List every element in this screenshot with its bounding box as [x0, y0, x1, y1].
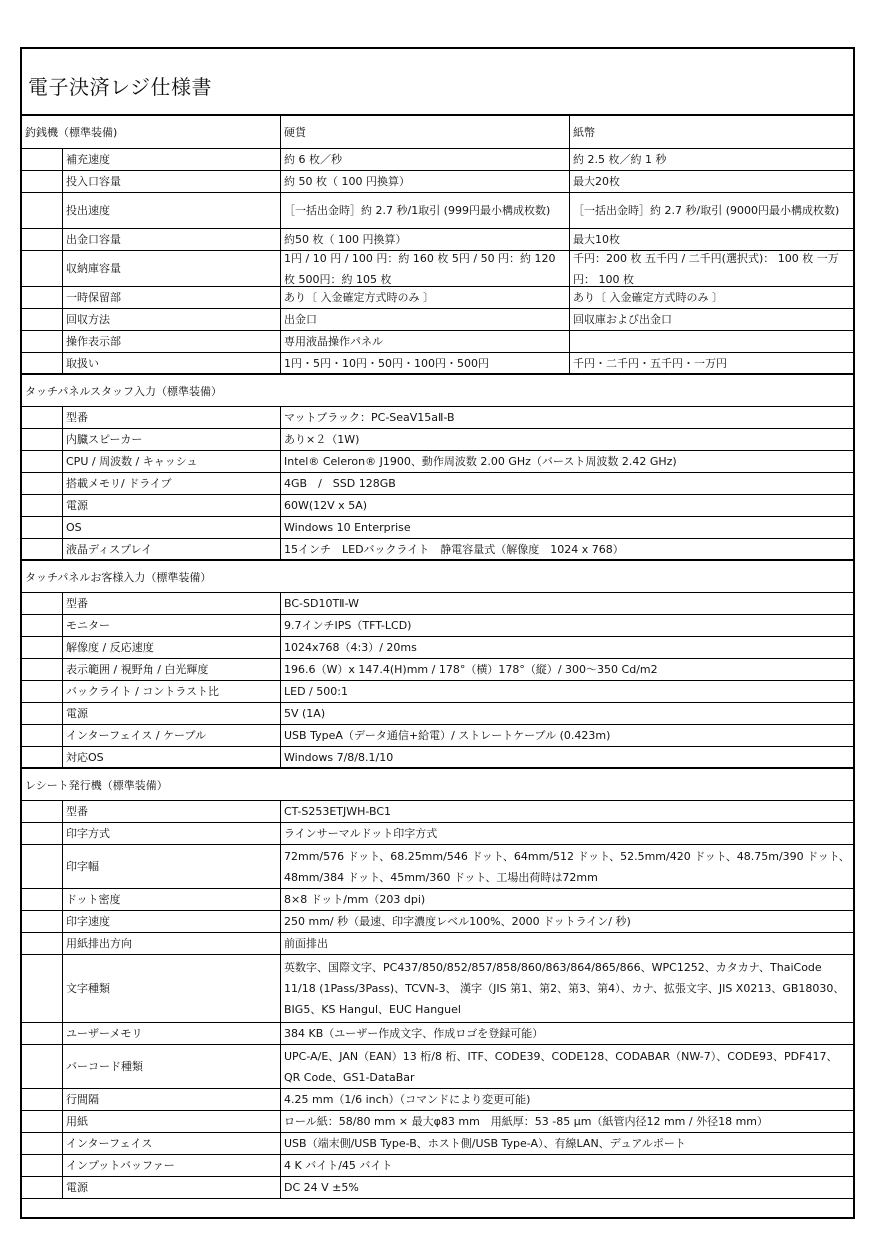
table-row — [22, 251, 853, 287]
row-label: 表示範囲 / 視野角 / 白光輝度 — [62, 659, 280, 680]
row-label: インプットバッファー — [62, 1155, 280, 1176]
table-row — [22, 823, 853, 845]
coin-value: 約50 枚（ 100 円換算） — [280, 229, 569, 250]
table-row — [22, 407, 853, 429]
coin-value: 1円・5円・10円・50円・100円・500円 — [280, 353, 569, 373]
coin-value: 専用液晶操作パネル — [280, 331, 569, 352]
section-label: タッチパネルスタッフ入力（標準装備） — [25, 384, 223, 398]
coin-value: 約 50 枚（ 100 円換算） — [280, 171, 569, 192]
row-label: 液晶ディスプレイ — [62, 539, 280, 559]
table-row — [22, 517, 853, 539]
spec-sheet — [20, 47, 855, 1219]
table-row — [22, 149, 853, 171]
coin-value: 1円 / 10 円 / 100 円：約 160 枚 5円 / 50 円：約 120 枚 500円：約 105 枚 — [280, 251, 569, 286]
row-label: OS — [62, 517, 280, 538]
bill-value — [569, 331, 853, 352]
table-row — [22, 309, 853, 331]
row-label: 電源 — [62, 703, 280, 724]
table-row — [22, 171, 853, 193]
spec-value: 前面排出 — [280, 933, 853, 954]
spec-value: 9.7インチIPS（TFT-LCD) — [280, 615, 853, 636]
row-label: バーコード種類 — [62, 1045, 280, 1088]
row-label: 出金口容量 — [62, 229, 280, 250]
row-label: 文字種類 — [62, 955, 280, 1022]
spec-value: USB TypeA（データ通信+給電）/ ストレートケーブル (0.423m) — [280, 725, 853, 746]
table-row — [22, 287, 853, 309]
row-label: 補充速度 — [62, 149, 280, 170]
spec-value: Windows 7/8/8.1/10 — [280, 747, 853, 767]
spec-value: 1024x768（4:3）/ 20ms — [280, 637, 853, 658]
table-row — [22, 725, 853, 747]
table-row — [22, 1133, 853, 1155]
row-label: 取扱い — [62, 353, 280, 373]
coin-value: 約 6 枚／秒 — [280, 149, 569, 170]
spec-value: マットブラック：PC-SeaV15aⅡ-B — [280, 407, 853, 428]
spec-value: DC 24 V ±5% — [280, 1177, 853, 1198]
table-row — [22, 1089, 853, 1111]
row-label: モニター — [62, 615, 280, 636]
row-label: ドット密度 — [62, 889, 280, 910]
spec-value: USB（端末側/USB Type-B、ホスト側/USB Type-A）、有線LAN、デュアルポート — [280, 1133, 853, 1154]
spec-value: 384 KB（ユーザー作成文字、作成ロゴを登録可能） — [280, 1023, 853, 1044]
title-bar — [22, 49, 853, 116]
spec-value: あり×２（1W) — [280, 429, 853, 450]
spec-value: UPC-A/E、JAN（EAN）13 桁/8 桁、ITF、CODE39、CODE128、CODABAR（NW-7）、CODE93、PDF417、QR Code、GS1-DataBar — [280, 1045, 853, 1088]
row-label: ユーザーメモリ — [62, 1023, 280, 1044]
table-row — [22, 429, 853, 451]
spec-value: 250 mm/ 秒（最速、印字濃度レベル100%、2000 ドットライン/ 秒) — [280, 911, 853, 932]
spec-value: LED / 500:1 — [280, 681, 853, 702]
row-label: 電源 — [62, 1177, 280, 1198]
bill-value: 約 2.5 枚／約 1 秒 — [569, 149, 853, 170]
table-row — [22, 615, 853, 637]
row-label: 用紙排出方向 — [62, 933, 280, 954]
table-row — [22, 1045, 853, 1089]
document-title: 電子決済レジ仕様書 — [28, 75, 212, 99]
table-row — [22, 451, 853, 473]
section-label: タッチパネルお客様入力（標準装備） — [25, 570, 212, 584]
row-label: 印字方式 — [62, 823, 280, 844]
table-row — [22, 495, 853, 517]
row-label: 内臓スピーカー — [62, 429, 280, 450]
bill-value: ［一括出金時］約 2.7 秒/取引 (9000円最小構成枚数) — [569, 193, 853, 228]
section-header-customer — [22, 560, 853, 593]
row-label: 回収方法 — [62, 309, 280, 330]
row-label: 型番 — [62, 593, 280, 614]
bill-value: 千円・二千円・五千円・一万円 — [569, 353, 853, 373]
coin-value: 出金口 — [280, 309, 569, 330]
row-label: 操作表示部 — [62, 331, 280, 352]
row-label: 解像度 / 反応速度 — [62, 637, 280, 658]
row-label: インターフェイス — [62, 1133, 280, 1154]
row-label: 印字速度 — [62, 911, 280, 932]
bill-value: 最大10枚 — [569, 229, 853, 250]
section-header-staff — [22, 374, 853, 407]
spec-value: ロール紙：58/80 mm × 最大φ83 mm 用紙厚：53 -85 μm（紙管内径12 mm / 外径18 mm） — [280, 1111, 853, 1132]
table-row — [22, 801, 853, 823]
spec-value: CT-S253ETJWH-BC1 — [280, 801, 853, 822]
table-row — [22, 681, 853, 703]
bill-value: 最大20枚 — [569, 171, 853, 192]
table-row — [22, 845, 853, 889]
row-label: 電源 — [62, 495, 280, 516]
table-row — [22, 1177, 853, 1199]
bill-value: あり〔 入金確定方式時のみ 〕 — [569, 287, 853, 308]
table-row — [22, 229, 853, 251]
table-row — [22, 889, 853, 911]
row-label: 投出速度 — [62, 193, 280, 228]
row-label: CPU / 周波数 / キャッシュ — [62, 451, 280, 472]
row-label: 用紙 — [62, 1111, 280, 1132]
spec-value: 8×8 ドット/mm（203 dpi) — [280, 889, 853, 910]
spec-value: 英数字、国際文字、PC437/850/852/857/858/860/863/864/865/866、WPC1252、カタカナ、ThaiCode 11/18 (1Pass/3Pass)、TCVN-3、 漢字（JIS 第1、第2、第3、第4）、カナ、拡張文字、JIS X0213、GB18030、BIG5、KS Hangul、EUC Hanguel — [280, 955, 853, 1022]
table-row — [22, 539, 853, 560]
coin-value: ［一括出金時］約 2.7 秒/1取引 (999円最小構成枚数) — [280, 193, 569, 228]
spec-value: ラインサーマルドット印字方式 — [280, 823, 853, 844]
table-row — [22, 1155, 853, 1177]
table-row — [22, 353, 853, 374]
table-row — [22, 955, 853, 1023]
bill-value: 千円：200 枚 五千円 / 二千円(選択式)： 100 枚 一万円： 100 枚 — [569, 251, 853, 286]
spec-value: 4.25 mm（1/6 inch）（コマンドにより変更可能) — [280, 1089, 853, 1110]
table-row — [22, 703, 853, 725]
spec-value: Windows 10 Enterprise — [280, 517, 853, 538]
column-header-coins: 硬貨 — [280, 116, 569, 148]
section-label: レシート発行機（標準装備） — [25, 778, 168, 792]
table-row — [22, 473, 853, 495]
table-row — [22, 933, 853, 955]
table-row — [22, 911, 853, 933]
table-row — [22, 659, 853, 681]
table-row — [22, 331, 853, 353]
table-row — [22, 1111, 853, 1133]
spec-value: 15インチ LEDバックライト 静電容量式（解像度 1024 x 768） — [280, 539, 853, 559]
spec-value: 4 K バイト/45 バイト — [280, 1155, 853, 1176]
coin-value: あり〔 入金確定方式時のみ 〕 — [280, 287, 569, 308]
row-label: 収納庫容量 — [62, 251, 280, 286]
table-row — [22, 593, 853, 615]
table-row — [22, 193, 853, 229]
section-header-changer — [22, 116, 853, 149]
row-label: 対応OS — [62, 747, 280, 767]
spec-value: 4GB / SSD 128GB — [280, 473, 853, 494]
spec-value: 60W(12V x 5A) — [280, 495, 853, 516]
spec-value: BC-SD10TⅡ-W — [280, 593, 853, 614]
row-label: 型番 — [62, 801, 280, 822]
table-row — [22, 1023, 853, 1045]
column-header-bills: 紙幣 — [569, 116, 853, 148]
row-label: 一時保留部 — [62, 287, 280, 308]
row-label: インターフェイス / ケーブル — [62, 725, 280, 746]
spec-value: 5V (1A) — [280, 703, 853, 724]
spec-value: 72mm/576 ドット、68.25mm/546 ドット、64mm/512 ドット、52.5mm/420 ドット、48.75m/390 ドット、48mm/384 ドット、45mm/360 ドット、工場出荷時は72mm — [280, 845, 853, 888]
row-label: 搭載メモリ/ ドライブ — [62, 473, 280, 494]
table-row — [22, 637, 853, 659]
bill-value: 回収庫および出金口 — [569, 309, 853, 330]
row-label: 行間隔 — [62, 1089, 280, 1110]
row-label: 型番 — [62, 407, 280, 428]
row-label: 印字幅 — [62, 845, 280, 888]
row-label: バックライト / コントラスト比 — [62, 681, 280, 702]
spec-value: 196.6（W）x 147.4(H)mm / 178°（横）178°（縦）/ 300～350 Cd/m2 — [280, 659, 853, 680]
table-row — [22, 747, 853, 768]
section-label: 釣銭機（標準装備) — [25, 126, 118, 139]
section-header-receipt — [22, 768, 853, 801]
spec-value: Intel® Celeron® J1900、動作周波数 2.00 GHz（バースト周波数 2.42 GHz) — [280, 451, 853, 472]
row-label: 投入口容量 — [62, 171, 280, 192]
